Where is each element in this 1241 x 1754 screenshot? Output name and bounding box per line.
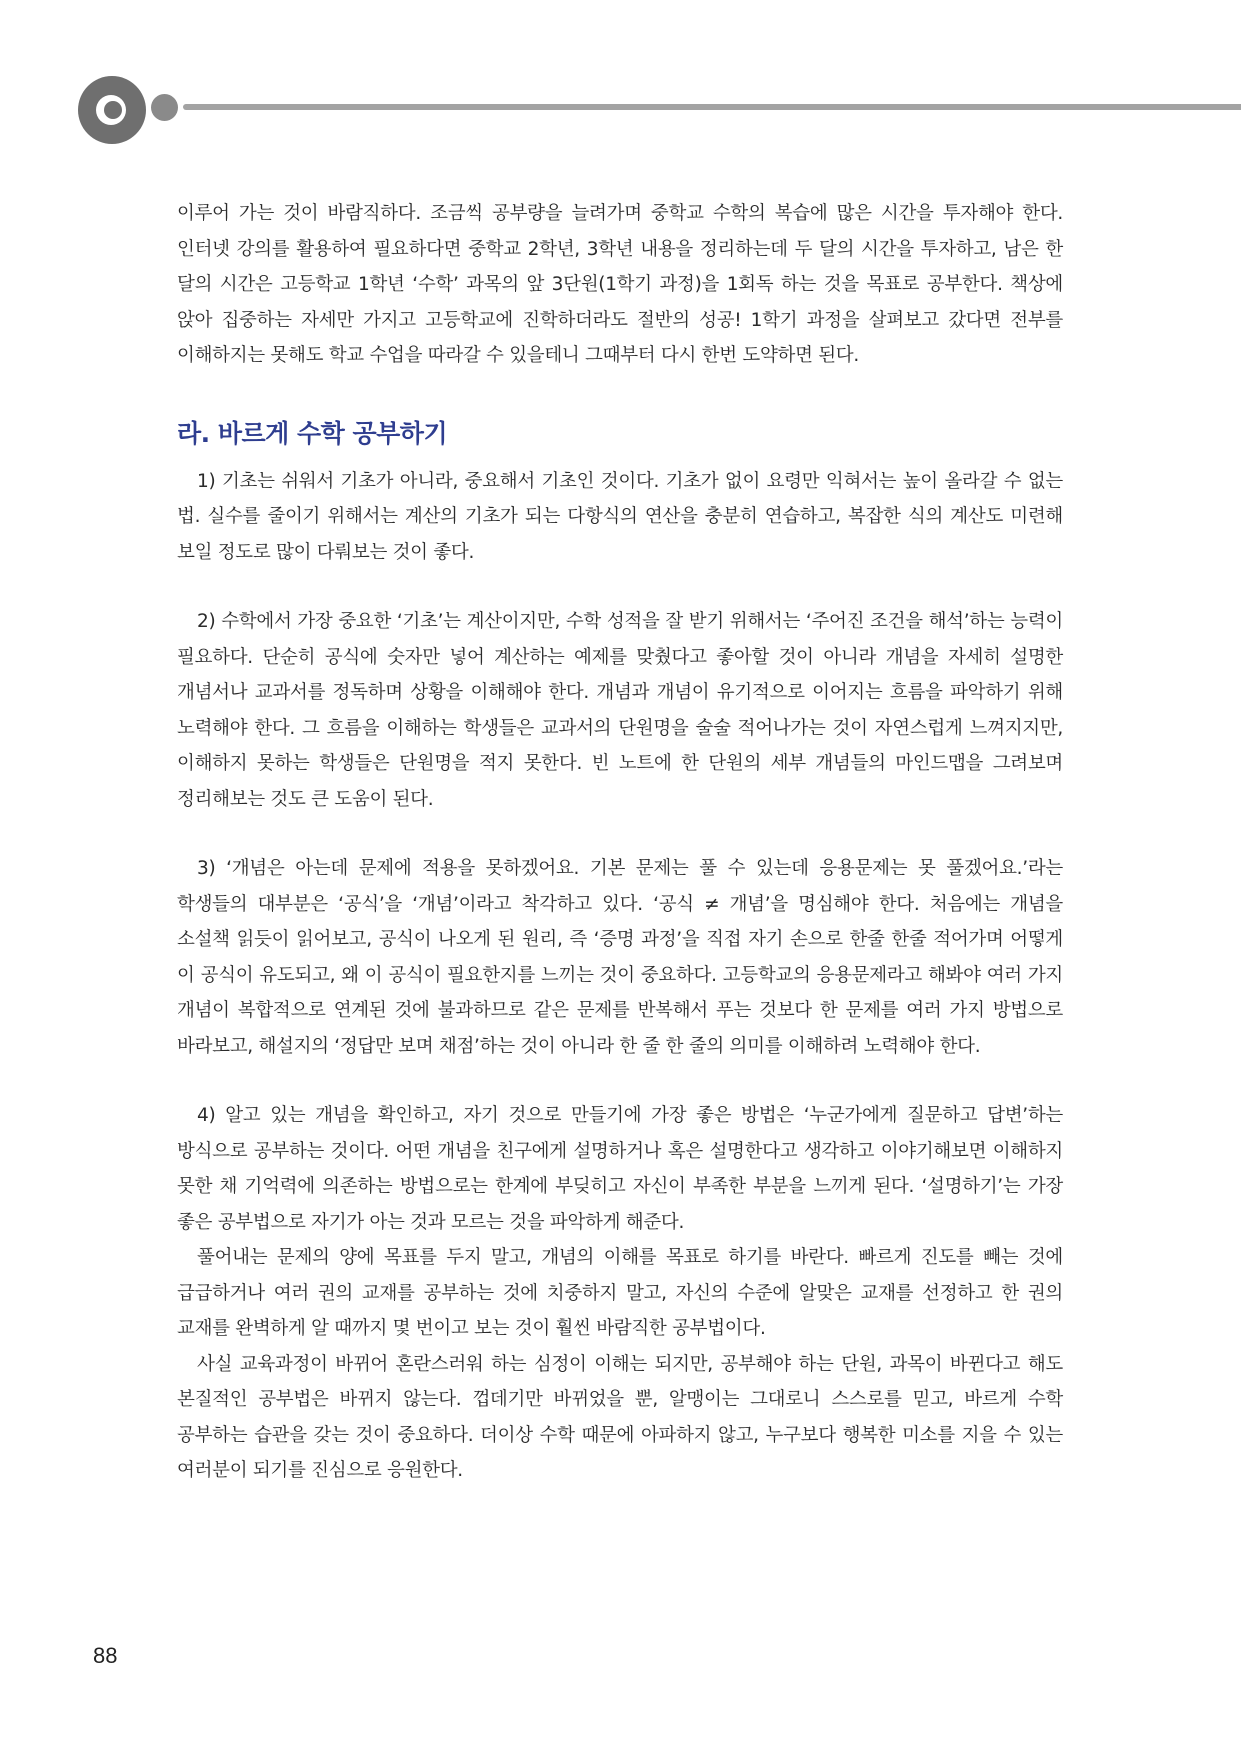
item-3-paragraph: 3) ‘개념은 아는데 문제에 적용을 못하겠어요. 기본 문제는 풀 수 있는데 응용문제는 못 풀겠어요.’라는 학생들의 대부분은 ‘공식’을 ‘개념’이라고 착각하고 있다. ‘공식 ≠ 개념’을 명심해야 한다. 처음에는 개념을 소설책 읽듯이 읽어보고, 공식이 나오게 된 원리, 즉 ‘증명 과정’을 직접 자기 손으로 한줄 한줄 적어가며 어떻게 이 공식이 유도되고, 왜 이 공식이 필요한지를 느끼는 것이 중요하다. 고등학교의 응용문제라고 해봐야 여러 가지 개념이 복합적으로 연계된 것에 불과하므로 같은 문제를 반복해서 푸는 것보다 한 문제를 여러 가지 방법으로 바라보고, 해설지의 ‘정답만 보며 채점’하는 것이 아니라 한 줄 한 줄의 의미를 이해하려 노력해야 한다.	[177, 858, 1063, 1057]
page-content	[177, 196, 1063, 1489]
closing-paragraph-2: 사실 교육과정이 바뀌어 혼란스러워 하는 심정이 이해는 되지만, 공부해야 하는 단원, 과목이 바뀐다고 해도 본질적인 공부법은 바뀌지 않는다. 껍데기만 바뀌었을 뿐, 알맹이는 그대로니 스스로를 믿고, 바르게 수학 공부하는 습관을 갖는 것이 중요하다. 더이상 수학 때문에 아파하지 않고, 누구보다 행복한 미소를 지을 수 있는 여러분이 되기를 진심으로 응원한다.	[177, 1353, 1063, 1481]
header-rule	[183, 104, 1241, 110]
item-1-paragraph: 1) 기초는 쉬워서 기초가 아니라, 중요해서 기초인 것이다. 기초가 없이 요령만 익혀서는 높이 올라갈 수 없는 법. 실수를 줄이기 위해서는 계산의 기초가 되는 다항식의 연산을 충분히 연습하고, 복잡한 식의 계산도 미련해 보일 정도로 많이 다뤄보는 것이 좋다.	[177, 470, 1063, 563]
page-number: 88	[93, 1643, 118, 1668]
intro-paragraph: 이루어 가는 것이 바람직하다. 조금씩 공부량을 늘려가며 중학교 수학의 복습에 많은 시간을 투자해야 한다. 인터넷 강의를 활용하여 필요하다면 중학교 2학년, 3학년 내용을 정리하는데 두 달의 시간을 투자하고, 남은 한 달의 시간은 고등학교 1학년 ‘수학’ 과목의 앞 3단원(1학기 과정)을 1회독 하는 것을 목표로 공부한다. 책상에 앉아 집중하는 자세만 가지고 고등학교에 진학하더라도 절반의 성공! 1학기 과정을 살펴보고 갔다면 전부를 이해하지는 못해도 학교 수업을 따라갈 수 있을테니 그때부터 다시 한번 도약하면 된다.	[177, 203, 1063, 366]
item-2-paragraph: 2) 수학에서 가장 중요한 ‘기초’는 계산이지만, 수학 성적을 잘 받기 위해서는 ‘주어진 조건을 해석’하는 능력이 필요하다. 단순히 공식에 숫자만 넣어 계산하는 예제를 맞췄다고 좋아할 것이 아니라 개념을 자세히 설명한 개념서나 교과서를 정독하며 상황을 이해해야 한다. 개념과 개념이 유기적으로 이어지는 흐름을 파악하기 위해 노력해야 한다. 그 흐름을 이해하는 학생들은 교과서의 단원명을 술술 적어나가는 것이 자연스럽게 느껴지지만, 이해하지 못하는 학생들은 단원명을 적지 못한다. 빈 노트에 한 단원의 세부 개념들의 마인드맵을 그려보며 정리해보는 것도 큰 도움이 된다.	[177, 611, 1063, 810]
closing-paragraph-1: 풀어내는 문제의 양에 목표를 두지 말고, 개념의 이해를 목표로 하기를 바란다. 빠르게 진도를 빼는 것에 급급하거나 여러 권의 교재를 공부하는 것에 치중하지 말고, 자신의 수준에 알맞은 교재를 선정하고 한 권의 교재를 완벽하게 알 때까지 몇 번이고 보는 것이 훨씬 바람직한 공부법이다.	[177, 1247, 1063, 1339]
dot-icon	[104, 101, 122, 119]
small-dot-icon	[151, 94, 178, 121]
section-title: 라. 바르게 수학 공부하기	[177, 418, 448, 448]
header-decoration	[0, 0, 1241, 160]
item-4-paragraph: 4) 알고 있는 개념을 확인하고, 자기 것으로 만들기에 가장 좋은 방법은 ‘누군가에게 질문하고 답변’하는 방식으로 공부하는 것이다. 어떤 개념을 친구에게 설명하거나 혹은 설명한다고 생각하고 이야기해보면 이해하지 못한 채 기억력에 의존하는 방법으로는 한계에 부딪히고 자신이 부족한 부분을 느끼게 된다. ‘설명하기’는 가장 좋은 공부법으로 자기가 아는 것과 모르는 것을 파악하게 해준다.	[177, 1105, 1063, 1233]
